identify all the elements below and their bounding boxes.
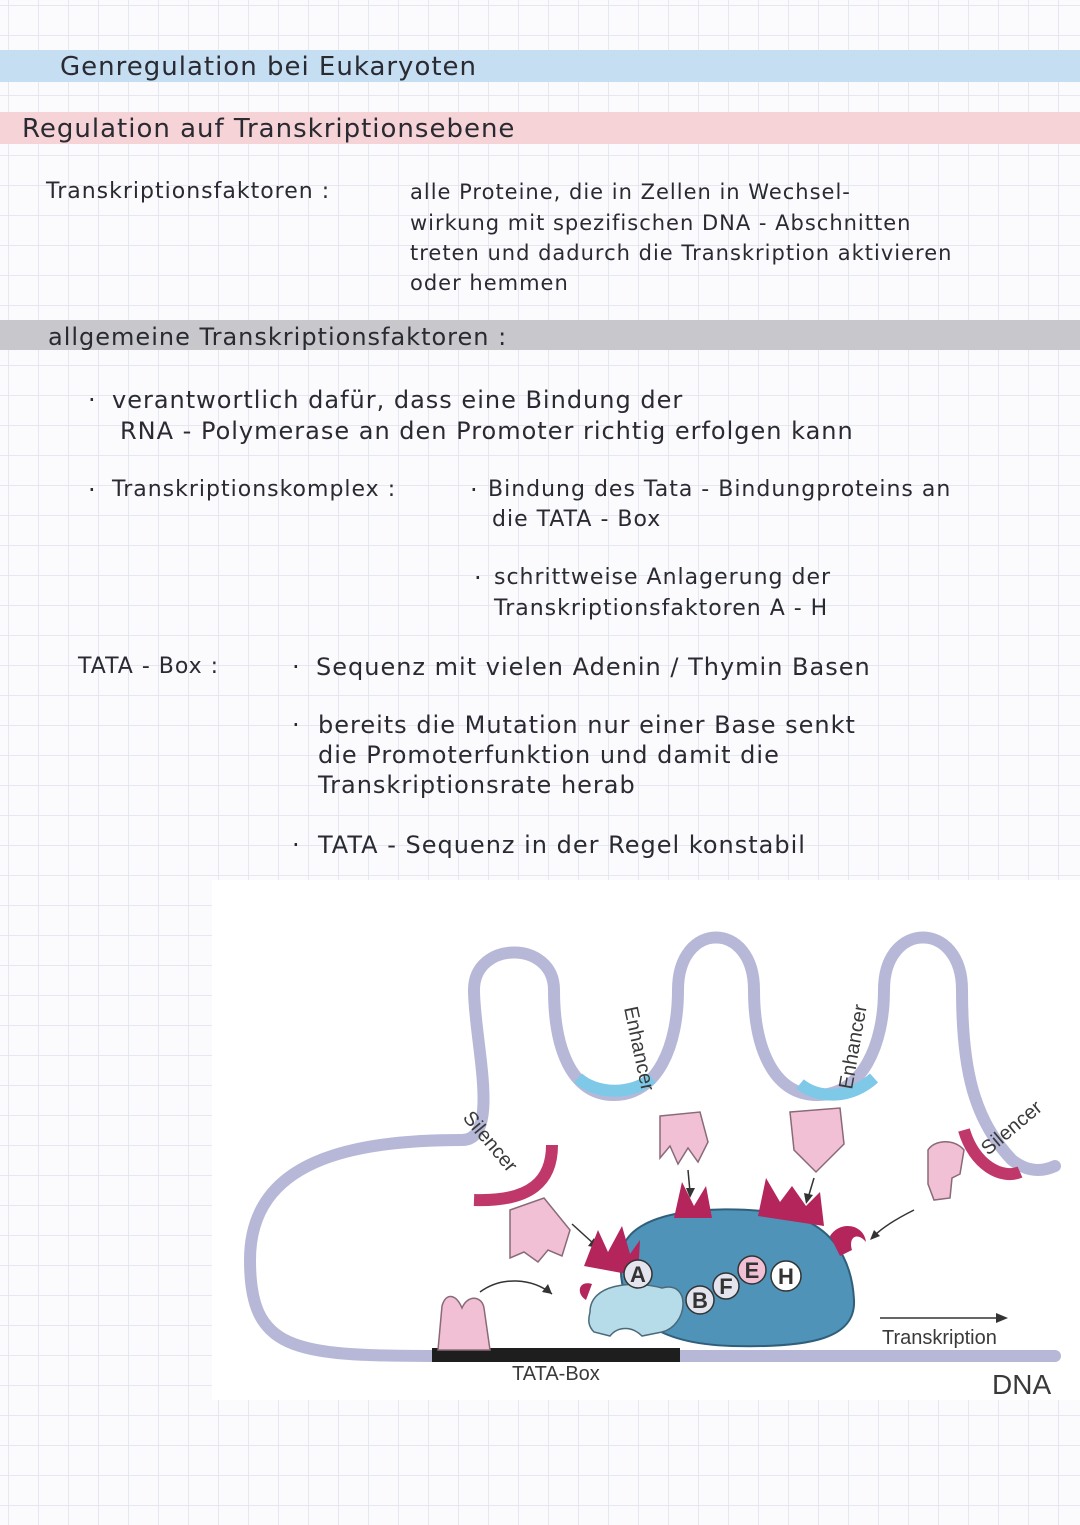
bullet-point: · [292,831,301,859]
complex-point: Transkriptionsfaktoren A - H [494,596,829,621]
label-silencer: Silencer [458,1107,522,1177]
label-tata-box: TATA-Box [512,1363,600,1385]
tata-point: Sequenz mit vielen Adenin / Thymin Basen [316,653,871,681]
factor-letter: E [744,1258,760,1283]
label-enhancer: Enhancer [619,1004,659,1093]
factor-letter: F [719,1274,733,1299]
bullet-point: · [470,476,479,504]
bullet-text: RNA - Polymerase an den Promoter richtig erfolgen kann [120,417,854,445]
heading-general-factors: allgemeine Transkriptionsfaktoren : [48,323,508,351]
bullet-point: · [292,711,301,739]
tata-point: die Promoterfunktion und damit die [318,741,780,769]
factor-letter: H [778,1264,794,1289]
tata-point: bereits die Mutation nur einer Base senkt [318,711,856,739]
section-subtitle: Regulation auf Transkriptionsebene [22,114,516,144]
label-dna: DNA [992,1369,1052,1400]
diagram-svg [212,880,1080,1400]
bullet-point: · [88,476,97,504]
bullet-point: · [88,386,97,414]
silencer-protein [510,1198,570,1262]
factor-letter: B [692,1288,708,1313]
binding-arrow [572,1224,594,1244]
transcription-diagram [212,880,1080,1400]
activator-crown [674,1182,712,1218]
label-enhancer: Enhancer [835,1002,872,1091]
term-transcription-factors: Transkriptionsfaktoren : [46,179,331,204]
enhancer-protein [660,1112,708,1164]
label-transkription: Transkription [882,1327,997,1349]
term-tata-box: TATA - Box : [78,654,220,679]
bullet-point: · [474,564,483,592]
tata-point: Transkriptionsrate herab [318,771,636,799]
definition-line: oder hemmen [410,271,569,295]
label-silencer: Silencer [977,1096,1047,1160]
tata-binding-protein [438,1296,490,1350]
transcription-arrow-head [996,1313,1008,1323]
definition-line: alle Proteine, die in Zellen in Wechsel- [410,180,851,204]
term-transcription-complex: Transkriptionskomplex : [112,477,397,502]
complex-point: Bindung des Tata - Bindungproteins an [488,477,952,502]
page-title: Genregulation bei Eukaryoten [60,52,478,82]
rna-polymerase [589,1284,683,1336]
tata-point: TATA - Sequenz in der Regel konstabil [318,831,806,859]
silencer-protein [928,1142,964,1200]
bullet-text: verantwortlich dafür, dass eine Bindung der [112,386,684,414]
bullet-point: · [292,653,301,681]
complex-point: schrittweise Anlagerung der [494,565,832,590]
binding-arrow [874,1210,914,1236]
enhancer-protein [790,1108,844,1172]
complex-point: die TATA - Box [492,507,662,532]
definition-line: treten und dadurch die Transkription aktivieren [410,241,953,265]
repressor-nub [580,1283,592,1300]
factor-letter: A [630,1262,646,1287]
binding-arrow [480,1281,552,1294]
definition-line: wirkung mit spezifischen DNA - Abschnitten [410,211,912,235]
